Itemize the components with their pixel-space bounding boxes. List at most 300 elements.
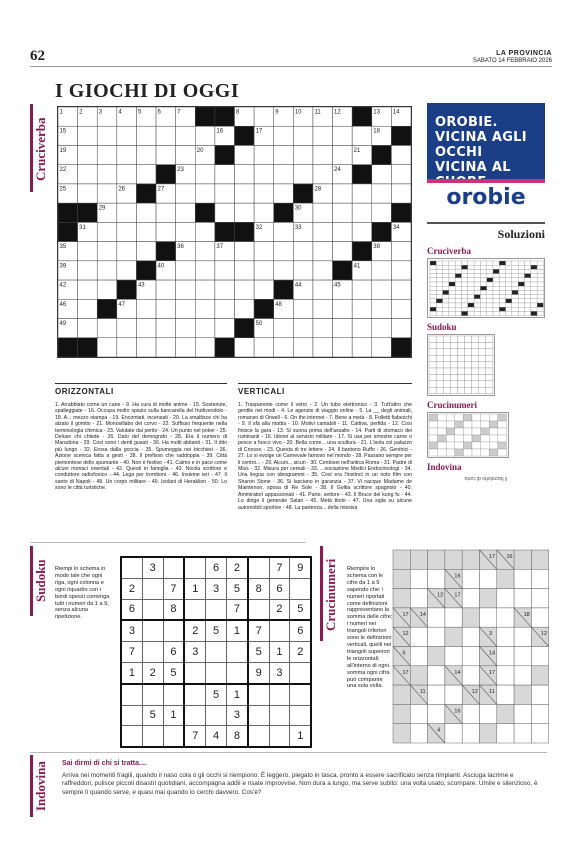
crossword-cell[interactable] <box>274 184 294 203</box>
crucinumeri-cell[interactable] <box>531 589 548 608</box>
sudoku-cell[interactable]: 2 <box>121 578 142 599</box>
crossword-cell[interactable] <box>274 338 294 357</box>
sudoku-cell[interactable]: 1 <box>184 578 205 599</box>
crossword-cell[interactable] <box>117 222 137 241</box>
sudoku-cell[interactable] <box>248 726 269 747</box>
crossword-cell[interactable] <box>372 319 392 338</box>
sudoku-cell[interactable] <box>248 705 269 726</box>
crossword-cell[interactable] <box>254 338 274 357</box>
crossword-cell[interactable] <box>195 261 215 280</box>
crossword-cell[interactable] <box>78 126 98 145</box>
crossword-cell[interactable] <box>352 203 372 222</box>
sudoku-cell[interactable] <box>121 557 142 578</box>
sudoku-cell[interactable]: 3 <box>269 662 290 683</box>
sudoku-cell[interactable]: 1 <box>226 684 247 705</box>
sudoku-cell[interactable] <box>269 726 290 747</box>
crossword-cell[interactable] <box>97 242 117 261</box>
crucinumeri-cell[interactable] <box>497 685 514 704</box>
crossword-cell[interactable] <box>117 126 137 145</box>
crossword-cell[interactable] <box>313 319 333 338</box>
crucinumeri-cell[interactable] <box>497 608 514 627</box>
crossword-cell[interactable] <box>117 319 137 338</box>
sudoku-cell[interactable]: 8 <box>226 726 247 747</box>
crossword-cell[interactable] <box>195 165 215 184</box>
sudoku-cell[interactable] <box>163 684 184 705</box>
sudoku-cell[interactable] <box>290 684 311 705</box>
crossword-cell[interactable] <box>176 261 196 280</box>
sudoku-cell[interactable]: 3 <box>226 705 247 726</box>
crucinumeri-cell[interactable] <box>514 704 531 723</box>
crossword-cell[interactable] <box>254 280 274 299</box>
sudoku-cell[interactable]: 6 <box>290 620 311 641</box>
sudoku-table[interactable] <box>120 556 312 748</box>
crucinumeri-cell[interactable] <box>514 569 531 588</box>
sudoku-cell[interactable] <box>290 705 311 726</box>
crucinumeri-cell[interactable] <box>497 647 514 666</box>
crucinumeri-cell[interactable] <box>445 647 462 666</box>
crucinumeri-cell[interactable] <box>497 569 514 588</box>
crossword-cell[interactable] <box>215 280 235 299</box>
sudoku-cell[interactable] <box>121 684 142 705</box>
crucinumeri-cell[interactable] <box>462 724 479 743</box>
sudoku-cell[interactable]: 1 <box>269 642 290 663</box>
sudoku-cell[interactable] <box>269 705 290 726</box>
crossword-cell[interactable] <box>391 165 411 184</box>
crucinumeri-cell[interactable] <box>462 550 479 569</box>
sudoku-cell[interactable]: 7 <box>269 557 290 578</box>
sudoku-cell[interactable]: 7 <box>184 726 205 747</box>
crucinumeri-cell[interactable] <box>497 666 514 685</box>
crossword-cell[interactable] <box>372 203 392 222</box>
crossword-cell[interactable] <box>352 299 372 318</box>
crossword-cell[interactable] <box>136 165 156 184</box>
crucinumeri-cell[interactable] <box>531 666 548 685</box>
crossword-cell[interactable] <box>333 338 353 357</box>
crossword-cell[interactable] <box>97 165 117 184</box>
crossword-cell[interactable] <box>274 165 294 184</box>
sudoku-cell[interactable]: 9 <box>290 557 311 578</box>
crossword-cell[interactable] <box>117 145 137 164</box>
sudoku-cell[interactable] <box>290 578 311 599</box>
crossword-cell[interactable] <box>254 203 274 222</box>
crossword-cell[interactable] <box>293 165 313 184</box>
crossword-cell[interactable] <box>136 203 156 222</box>
crucinumeri-cell[interactable] <box>393 569 410 588</box>
sudoku-cell[interactable] <box>206 662 227 683</box>
crucinumeri-cell[interactable] <box>410 589 427 608</box>
crossword-cell[interactable] <box>136 299 156 318</box>
crucinumeri-cell[interactable] <box>410 550 427 569</box>
crucinumeri-cell[interactable] <box>480 608 497 627</box>
crossword-cell[interactable] <box>156 319 176 338</box>
sudoku-cell[interactable] <box>206 599 227 620</box>
crossword-cell[interactable] <box>235 203 255 222</box>
crucinumeri-cell[interactable] <box>531 608 548 627</box>
crucinumeri-cell[interactable] <box>462 704 479 723</box>
sudoku-cell[interactable] <box>121 726 142 747</box>
crossword-cell[interactable] <box>136 145 156 164</box>
sudoku-cell[interactable]: 2 <box>142 662 163 683</box>
sudoku-cell[interactable] <box>184 705 205 726</box>
crucinumeri-cell[interactable] <box>428 647 445 666</box>
sudoku-cell[interactable]: 6 <box>163 642 184 663</box>
crucinumeri-cell[interactable] <box>428 608 445 627</box>
crossword-cell[interactable] <box>215 261 235 280</box>
crossword-cell[interactable] <box>136 319 156 338</box>
crossword-cell[interactable] <box>333 126 353 145</box>
sudoku-cell[interactable] <box>226 662 247 683</box>
crossword-cell[interactable] <box>293 299 313 318</box>
sudoku-cell[interactable]: 3 <box>142 557 163 578</box>
crossword-cell[interactable] <box>78 280 98 299</box>
crossword-cell[interactable] <box>313 299 333 318</box>
crossword-cell[interactable] <box>195 242 215 261</box>
crossword-cell[interactable] <box>78 184 98 203</box>
sudoku-cell[interactable]: 6 <box>269 578 290 599</box>
crucinumeri-cell[interactable] <box>445 627 462 646</box>
crossword-cell[interactable] <box>136 338 156 357</box>
crossword-cell[interactable] <box>215 299 235 318</box>
sudoku-cell[interactable] <box>142 684 163 705</box>
crossword-cell[interactable] <box>97 319 117 338</box>
crucinumeri-cell[interactable] <box>445 685 462 704</box>
crossword-cell[interactable] <box>274 319 294 338</box>
crossword-cell[interactable] <box>352 338 372 357</box>
sudoku-cell[interactable]: 4 <box>206 726 227 747</box>
crossword-cell[interactable] <box>195 319 215 338</box>
sudoku-cell[interactable]: 5 <box>163 662 184 683</box>
crossword-cell[interactable] <box>313 145 333 164</box>
crucinumeri-cell[interactable] <box>428 569 445 588</box>
crossword-cell[interactable] <box>333 242 353 261</box>
sudoku-cell[interactable] <box>184 599 205 620</box>
crossword-cell[interactable] <box>195 280 215 299</box>
crossword-cell[interactable] <box>235 165 255 184</box>
crucinumeri-cell[interactable] <box>497 724 514 743</box>
crossword-cell[interactable] <box>195 184 215 203</box>
sudoku-cell[interactable]: 3 <box>121 620 142 641</box>
sudoku-cell[interactable] <box>184 662 205 683</box>
crossword-cell[interactable] <box>293 319 313 338</box>
crucinumeri-cell[interactable] <box>531 550 548 569</box>
crucinumeri-cell[interactable] <box>531 685 548 704</box>
crossword-cell[interactable] <box>254 261 274 280</box>
sudoku-cell[interactable]: 1 <box>121 662 142 683</box>
crossword-cell[interactable] <box>156 299 176 318</box>
crucinumeri-cell[interactable] <box>410 647 427 666</box>
crossword-cell[interactable] <box>235 338 255 357</box>
crossword-cell[interactable] <box>274 242 294 261</box>
crossword-cell[interactable] <box>352 280 372 299</box>
crossword-cell[interactable] <box>215 319 235 338</box>
crossword-cell[interactable] <box>293 126 313 145</box>
crucinumeri-cell[interactable] <box>531 724 548 743</box>
sudoku-cell[interactable] <box>142 642 163 663</box>
crossword-cell[interactable] <box>78 299 98 318</box>
crossword-cell[interactable] <box>215 184 235 203</box>
crossword-cell[interactable] <box>136 126 156 145</box>
crucinumeri-cell[interactable] <box>462 627 479 646</box>
sudoku-cell[interactable]: 6 <box>121 599 142 620</box>
crossword-cell[interactable] <box>391 319 411 338</box>
crossword-cell[interactable] <box>156 126 176 145</box>
crossword-cell[interactable] <box>352 126 372 145</box>
crossword-cell[interactable] <box>156 203 176 222</box>
crucinumeri-cell[interactable] <box>514 627 531 646</box>
crucinumeri-cell[interactable] <box>462 589 479 608</box>
crossword-cell[interactable] <box>235 299 255 318</box>
crucinumeri-cell[interactable] <box>445 550 462 569</box>
sudoku-cell[interactable] <box>248 599 269 620</box>
crucinumeri-cell[interactable] <box>514 647 531 666</box>
crossword-cell[interactable] <box>333 222 353 241</box>
crossword-cell[interactable] <box>352 319 372 338</box>
sudoku-cell[interactable]: 7 <box>163 578 184 599</box>
crossword-cell[interactable] <box>293 242 313 261</box>
sudoku-cell[interactable] <box>142 578 163 599</box>
crucinumeri-cell[interactable] <box>428 627 445 646</box>
sudoku-cell[interactable]: 8 <box>163 599 184 620</box>
crossword-cell[interactable] <box>176 184 196 203</box>
crossword-cell[interactable] <box>372 165 392 184</box>
crossword-cell[interactable] <box>156 222 176 241</box>
crossword-cell[interactable] <box>313 126 333 145</box>
sudoku-cell[interactable]: 7 <box>226 599 247 620</box>
crucinumeri-cell[interactable] <box>462 569 479 588</box>
sudoku-cell[interactable] <box>142 599 163 620</box>
sudoku-cell[interactable]: 1 <box>163 705 184 726</box>
crossword-cell[interactable] <box>117 203 137 222</box>
crucinumeri-cell[interactable] <box>480 704 497 723</box>
crossword-cell[interactable] <box>176 203 196 222</box>
crossword-cell[interactable] <box>136 242 156 261</box>
sudoku-cell[interactable] <box>206 705 227 726</box>
crossword-cell[interactable] <box>215 203 235 222</box>
crossword-cell[interactable] <box>117 165 137 184</box>
crossword-cell[interactable] <box>156 280 176 299</box>
sudoku-cell[interactable]: 2 <box>226 557 247 578</box>
crossword-cell[interactable] <box>333 203 353 222</box>
crossword-cell[interactable] <box>215 165 235 184</box>
crossword-cell[interactable] <box>156 145 176 164</box>
crossword-cell[interactable] <box>97 222 117 241</box>
sudoku-cell[interactable] <box>290 662 311 683</box>
crossword-cell[interactable] <box>391 145 411 164</box>
sudoku-cell[interactable]: 8 <box>248 578 269 599</box>
crucinumeri-cell[interactable] <box>393 704 410 723</box>
crucinumeri-svg[interactable] <box>393 550 548 745</box>
crossword-cell[interactable] <box>391 299 411 318</box>
crucinumeri-cell[interactable] <box>393 685 410 704</box>
crossword-cell[interactable] <box>235 184 255 203</box>
crossword-cell[interactable] <box>235 242 255 261</box>
crossword-cell[interactable] <box>235 145 255 164</box>
sudoku-cell[interactable]: 5 <box>142 705 163 726</box>
crucinumeri-cell[interactable] <box>428 550 445 569</box>
crossword-cell[interactable] <box>176 338 196 357</box>
crossword-cell[interactable] <box>78 165 98 184</box>
sudoku-cell[interactable]: 2 <box>269 599 290 620</box>
crossword-cell[interactable] <box>195 299 215 318</box>
crossword-cell[interactable] <box>372 184 392 203</box>
sudoku-cell[interactable]: 5 <box>226 578 247 599</box>
crossword-cell[interactable] <box>195 126 215 145</box>
crucinumeri-cell[interactable] <box>393 724 410 743</box>
crossword-cell[interactable] <box>97 338 117 357</box>
crossword-cell[interactable] <box>176 145 196 164</box>
crossword-cell[interactable] <box>293 261 313 280</box>
crossword-cell[interactable] <box>391 261 411 280</box>
crossword-cell[interactable] <box>156 338 176 357</box>
crucinumeri-cell[interactable] <box>410 724 427 743</box>
sudoku-cell[interactable]: 5 <box>290 599 311 620</box>
crossword-cell[interactable] <box>313 338 333 357</box>
sudoku-cell[interactable]: 6 <box>206 557 227 578</box>
sudoku-cell[interactable] <box>269 620 290 641</box>
crossword-cell[interactable] <box>293 338 313 357</box>
crossword-cell[interactable] <box>78 242 98 261</box>
sudoku-grid[interactable] <box>120 556 312 748</box>
sudoku-cell[interactable] <box>248 557 269 578</box>
crucinumeri-cell[interactable] <box>428 685 445 704</box>
crossword-cell[interactable] <box>97 184 117 203</box>
crossword-cell[interactable] <box>235 261 255 280</box>
crossword-cell[interactable] <box>391 280 411 299</box>
crossword-cell[interactable] <box>313 165 333 184</box>
sudoku-cell[interactable]: 5 <box>206 684 227 705</box>
sudoku-cell[interactable] <box>206 642 227 663</box>
sudoku-cell[interactable]: 3 <box>206 578 227 599</box>
crucinumeri-cell[interactable] <box>445 608 462 627</box>
crucinumeri-grid[interactable] <box>393 550 548 750</box>
crossword-cell[interactable] <box>333 184 353 203</box>
crucinumeri-cell[interactable] <box>497 627 514 646</box>
crossword-cell[interactable] <box>117 338 137 357</box>
crucinumeri-cell[interactable] <box>410 704 427 723</box>
crossword-cell[interactable] <box>391 184 411 203</box>
crossword-svg[interactable] <box>58 107 411 357</box>
crucinumeri-cell[interactable] <box>514 666 531 685</box>
sudoku-cell[interactable]: 1 <box>290 726 311 747</box>
crossword-cell[interactable] <box>235 280 255 299</box>
crossword-cell[interactable] <box>293 145 313 164</box>
sudoku-cell[interactable] <box>269 684 290 705</box>
crossword-cell[interactable] <box>372 299 392 318</box>
crossword-cell[interactable] <box>333 319 353 338</box>
crossword-cell[interactable] <box>136 222 156 241</box>
sudoku-cell[interactable] <box>121 705 142 726</box>
crossword-grid[interactable] <box>57 106 412 358</box>
crossword-cell[interactable] <box>333 145 353 164</box>
sudoku-cell[interactable] <box>163 726 184 747</box>
crossword-cell[interactable] <box>254 107 274 126</box>
crossword-cell[interactable] <box>352 222 372 241</box>
crossword-cell[interactable] <box>372 280 392 299</box>
crucinumeri-cell[interactable] <box>462 608 479 627</box>
sudoku-cell[interactable] <box>163 620 184 641</box>
crossword-cell[interactable] <box>176 299 196 318</box>
crossword-cell[interactable] <box>195 338 215 357</box>
crossword-cell[interactable] <box>254 165 274 184</box>
crucinumeri-cell[interactable] <box>514 724 531 743</box>
crucinumeri-cell[interactable] <box>480 569 497 588</box>
crossword-cell[interactable] <box>97 126 117 145</box>
crucinumeri-cell[interactable] <box>531 704 548 723</box>
crossword-cell[interactable] <box>254 145 274 164</box>
crossword-cell[interactable] <box>176 319 196 338</box>
sudoku-cell[interactable] <box>184 684 205 705</box>
crossword-cell[interactable] <box>176 126 196 145</box>
crossword-cell[interactable] <box>254 242 274 261</box>
crossword-cell[interactable] <box>195 222 215 241</box>
sudoku-cell[interactable]: 5 <box>248 642 269 663</box>
crossword-cell[interactable] <box>391 242 411 261</box>
sudoku-cell[interactable]: 7 <box>121 642 142 663</box>
crossword-cell[interactable] <box>78 261 98 280</box>
crucinumeri-cell[interactable] <box>428 704 445 723</box>
crucinumeri-cell[interactable] <box>497 589 514 608</box>
sudoku-cell[interactable] <box>226 642 247 663</box>
sudoku-cell[interactable]: 2 <box>290 642 311 663</box>
crossword-cell[interactable] <box>78 145 98 164</box>
crossword-cell[interactable] <box>176 222 196 241</box>
crucinumeri-cell[interactable] <box>531 569 548 588</box>
crossword-cell[interactable] <box>78 319 98 338</box>
crucinumeri-cell[interactable] <box>445 724 462 743</box>
crucinumeri-cell[interactable] <box>393 550 410 569</box>
crossword-cell[interactable] <box>274 145 294 164</box>
crossword-cell[interactable] <box>97 145 117 164</box>
crucinumeri-cell[interactable] <box>531 647 548 666</box>
crossword-cell[interactable] <box>117 242 137 261</box>
crucinumeri-cell[interactable] <box>480 589 497 608</box>
crossword-cell[interactable] <box>372 338 392 357</box>
crucinumeri-cell[interactable] <box>497 704 514 723</box>
crossword-cell[interactable] <box>313 222 333 241</box>
sudoku-cell[interactable] <box>184 557 205 578</box>
sudoku-cell[interactable]: 9 <box>248 662 269 683</box>
crucinumeri-cell[interactable] <box>410 627 427 646</box>
crossword-cell[interactable] <box>117 261 137 280</box>
sudoku-cell[interactable]: 5 <box>206 620 227 641</box>
sudoku-cell[interactable] <box>163 557 184 578</box>
crossword-cell[interactable] <box>176 280 196 299</box>
crossword-cell[interactable] <box>352 184 372 203</box>
crossword-cell[interactable] <box>313 280 333 299</box>
sudoku-cell[interactable]: 2 <box>184 620 205 641</box>
sudoku-cell[interactable] <box>248 684 269 705</box>
crossword-cell[interactable] <box>313 261 333 280</box>
crucinumeri-cell[interactable] <box>462 647 479 666</box>
crucinumeri-cell[interactable] <box>428 666 445 685</box>
crossword-cell[interactable] <box>313 203 333 222</box>
sudoku-cell[interactable]: 1 <box>226 620 247 641</box>
crossword-cell[interactable] <box>333 299 353 318</box>
crossword-cell[interactable] <box>274 126 294 145</box>
crucinumeri-cell[interactable] <box>514 589 531 608</box>
crossword-cell[interactable] <box>274 222 294 241</box>
crossword-cell[interactable] <box>254 184 274 203</box>
crucinumeri-cell[interactable] <box>410 569 427 588</box>
sudoku-cell[interactable] <box>142 726 163 747</box>
crossword-cell[interactable] <box>97 261 117 280</box>
crossword-cell[interactable] <box>274 261 294 280</box>
crossword-cell[interactable] <box>97 280 117 299</box>
crucinumeri-cell[interactable] <box>393 589 410 608</box>
crucinumeri-cell[interactable] <box>462 666 479 685</box>
sudoku-cell[interactable] <box>142 620 163 641</box>
crucinumeri-cell[interactable] <box>480 724 497 743</box>
